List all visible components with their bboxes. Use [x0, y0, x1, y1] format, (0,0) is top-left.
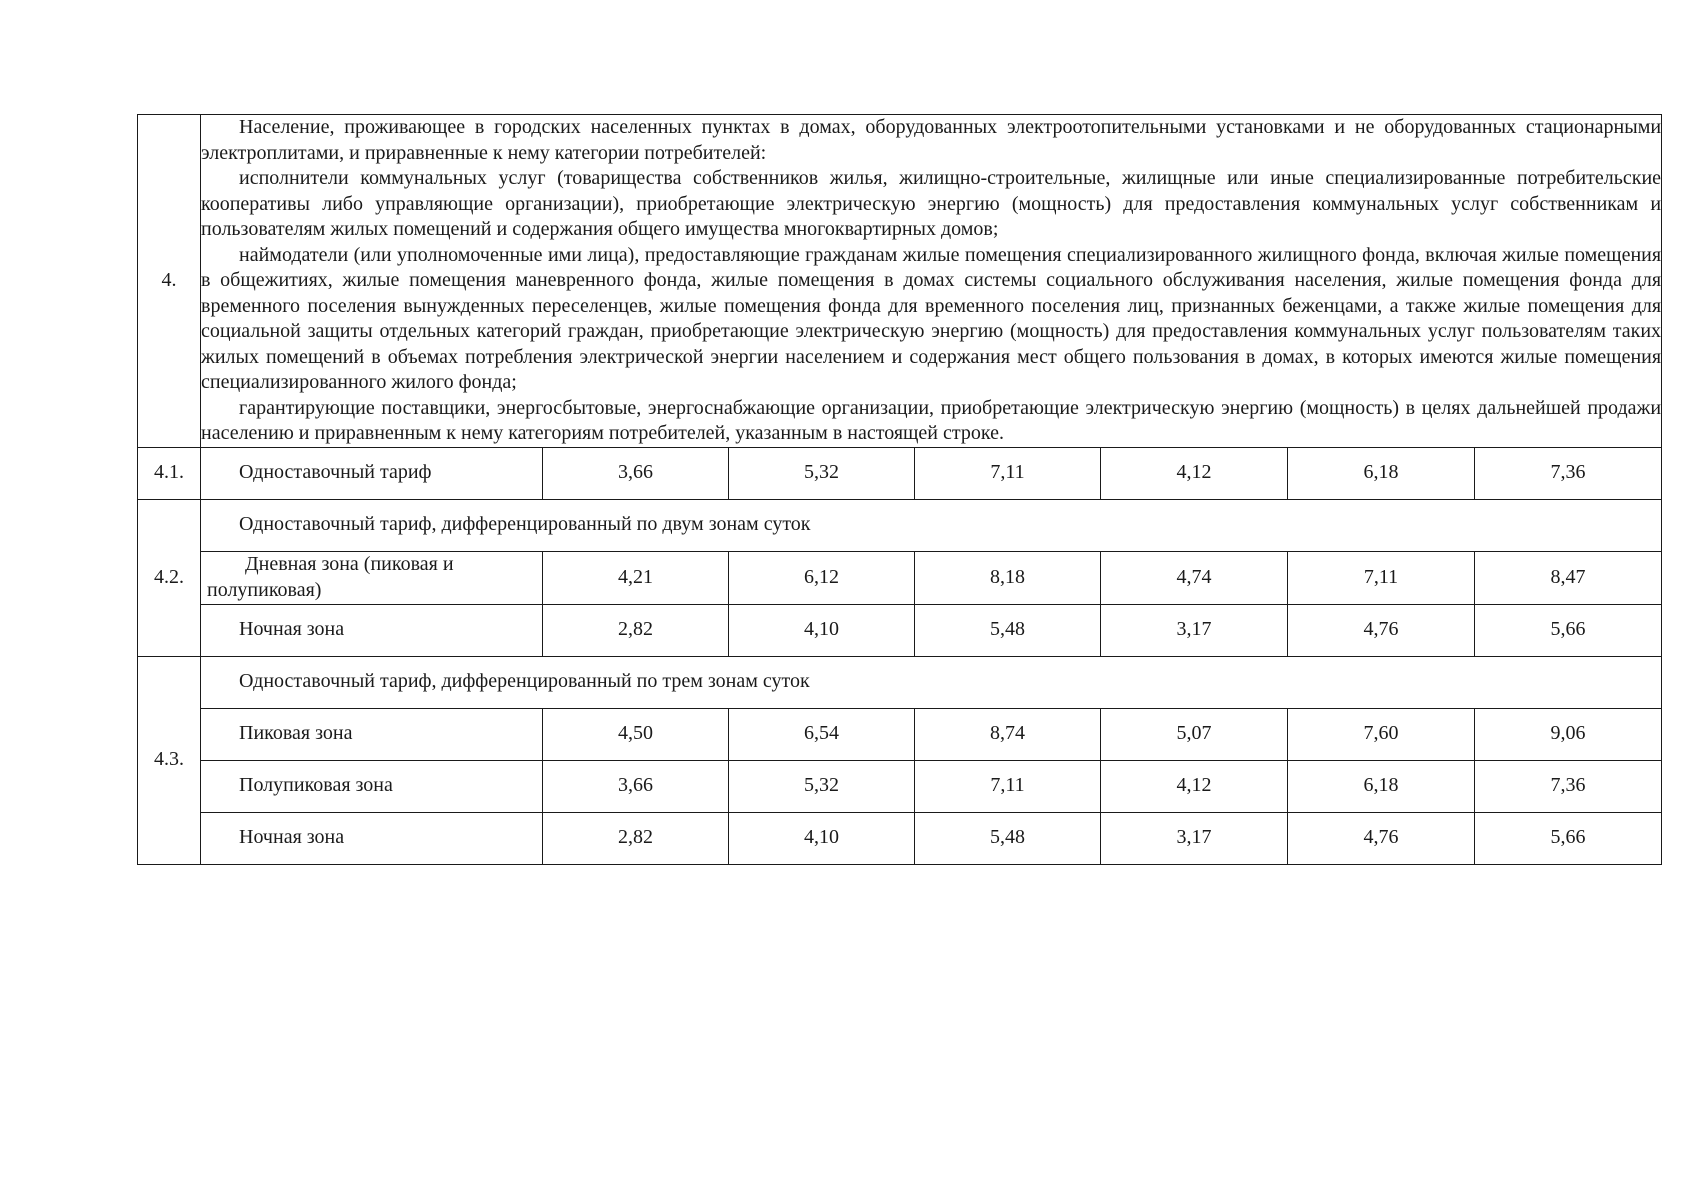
tariff-value: 6,54 [729, 708, 915, 760]
description-paragraph: исполнители коммунальных услуг (товарищества собственников жилья, жилищно-строительные, жилищные или иные специализированные потребительские кооперативы либо управляющие организации), приобретающие электрическую энергию (мощность) для предоставления коммунальных услуг собственникам и пользователям жилых помещений и содержания общего имущества многоквартирных домов; [201, 167, 1662, 240]
table-row-4-2-night [138, 604, 1662, 656]
tariff-value: 4,21 [543, 551, 729, 604]
table-row-4-2-title [138, 499, 1662, 551]
table-row-4-3-halfpeak [138, 760, 1662, 812]
tariff-group-title: Одноставочный тариф, дифференцированный по трем зонам суток [201, 656, 1662, 708]
tariff-value: 4,76 [1288, 604, 1475, 656]
tariff-label: Полупиковая зона [201, 760, 543, 812]
section-number: 4. [138, 115, 201, 448]
tariff-value: 6,12 [729, 551, 915, 604]
table-row-4-2-day [138, 551, 1662, 604]
tariff-label: Одноставочный тариф [201, 447, 543, 499]
tariff-label: Ночная зона [201, 812, 543, 864]
description-paragraph: наймодатели (или уполномоченные ими лица), предоставляющие гражданам жилые помещения специализированного жилищного фонда, включая жилые помещения в общежитиях, жилые помещения маневренного фонда, жилые помещения в домах системы социального обслуживания населения, жилые помещения фонда для временного поселения вынужденных переселенцев, жилые помещения фонда для временного поселения лиц, признанных беженцами, а также жилые помещения для социальной защиты отдельных категорий граждан, приобретающие электрическую энергию (мощность) для предоставления коммунальных услуг пользователям таких жилых помещений в объемах потребления электрической энергии населением и содержания мест общего пользования в домах, в которых имеются жилые помещения специализированного жилого фонда; [201, 243, 1662, 393]
description-paragraph: гарантирующие поставщики, энергосбытовые, энергоснабжающие организации, приобретающие электрическую энергию (мощность) в целях дальнейшей продажи населению и приравненным к нему категориям потребителей, указанным в настоящей строке. [201, 396, 1662, 444]
tariff-value: 3,66 [543, 447, 729, 499]
tariff-value: 7,11 [915, 447, 1101, 499]
tariff-value: 3,66 [543, 760, 729, 812]
tariff-value: 7,60 [1288, 708, 1475, 760]
section-description [201, 115, 1662, 448]
tariff-value: 2,82 [543, 604, 729, 656]
tariff-table [137, 114, 1662, 865]
row-number: 4.1. [138, 447, 201, 499]
tariff-value: 7,11 [1288, 551, 1475, 604]
section-4-row [138, 115, 1662, 448]
tariff-value: 4,50 [543, 708, 729, 760]
tariff-value: 2,82 [543, 812, 729, 864]
tariff-value: 5,07 [1101, 708, 1288, 760]
tariff-value: 5,32 [729, 447, 915, 499]
tariff-value: 3,17 [1101, 812, 1288, 864]
tariff-value: 7,11 [915, 760, 1101, 812]
table-row-4-1 [138, 447, 1662, 499]
tariff-value: 8,74 [915, 708, 1101, 760]
row-number: 4.2. [138, 499, 201, 656]
tariff-value: 5,66 [1475, 812, 1662, 864]
table-row-4-3-peak [138, 708, 1662, 760]
tariff-group-title: Одноставочный тариф, дифференцированный по двум зонам суток [201, 499, 1662, 551]
table-row-4-3-night [138, 812, 1662, 864]
tariff-value: 3,17 [1101, 604, 1288, 656]
tariff-value: 6,18 [1288, 760, 1475, 812]
tariff-value: 8,47 [1475, 551, 1662, 604]
tariff-value: 5,48 [915, 604, 1101, 656]
row-number: 4.3. [138, 656, 201, 864]
tariff-value: 6,18 [1288, 447, 1475, 499]
tariff-label-text: Дневная зона (пиковая и полупиковая) [207, 553, 454, 601]
tariff-value: 7,36 [1475, 760, 1662, 812]
tariff-value: 4,76 [1288, 812, 1475, 864]
tariff-value: 4,74 [1101, 551, 1288, 604]
tariff-value: 5,66 [1475, 604, 1662, 656]
tariff-value: 7,36 [1475, 447, 1662, 499]
tariff-value: 4,10 [729, 812, 915, 864]
tariff-label: Пиковая зона [201, 708, 543, 760]
tariff-value: 5,32 [729, 760, 915, 812]
tariff-value: 5,48 [915, 812, 1101, 864]
tariff-value: 4,12 [1101, 760, 1288, 812]
tariff-value: 9,06 [1475, 708, 1662, 760]
tariff-label [201, 551, 543, 604]
description-paragraph: Население, проживающее в городских населенных пунктах в домах, оборудованных электроотопительными установками и не оборудованных стационарными электроплитами, и приравненные к нему категории потребителей: [201, 116, 1662, 164]
tariff-value: 4,10 [729, 604, 915, 656]
tariff-label: Ночная зона [201, 604, 543, 656]
tariff-value: 8,18 [915, 551, 1101, 604]
tariff-value: 4,12 [1101, 447, 1288, 499]
table-row-4-3-title [138, 656, 1662, 708]
